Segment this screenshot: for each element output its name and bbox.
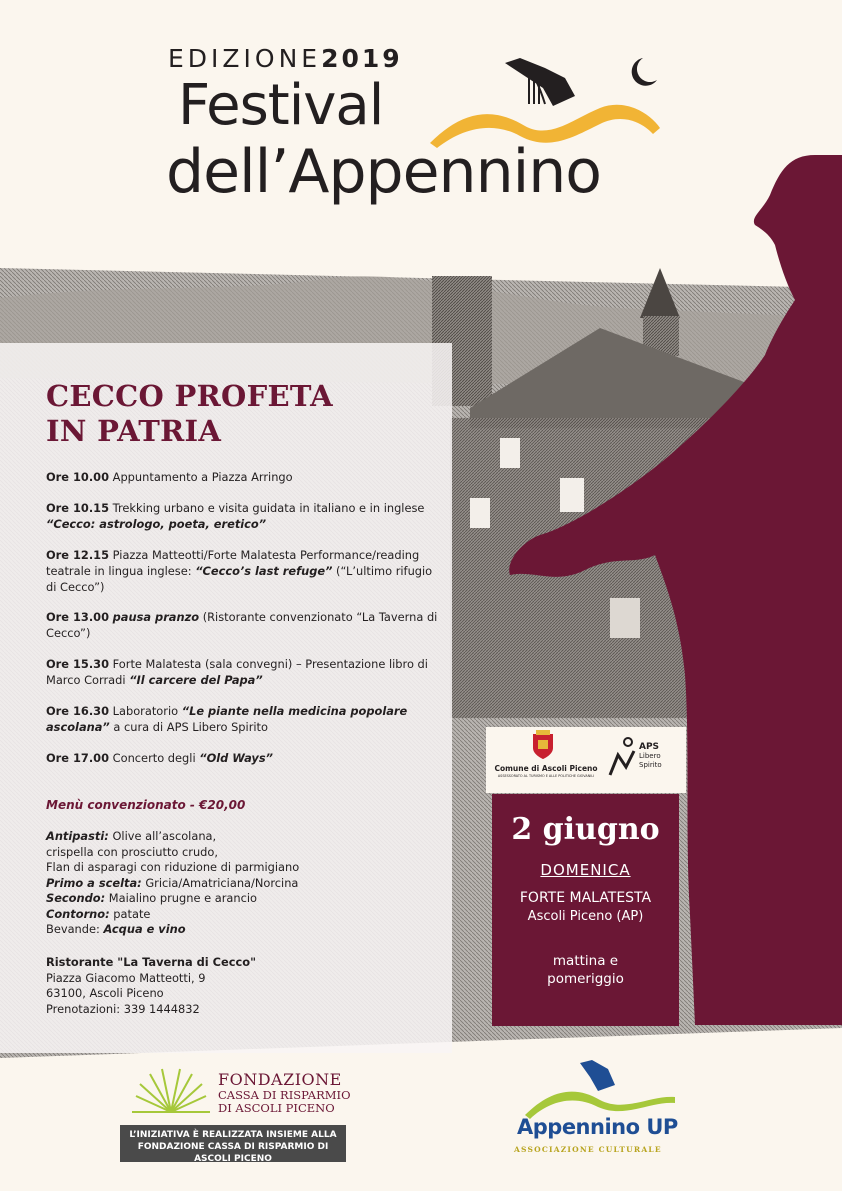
partner-logos bbox=[486, 727, 686, 793]
festival-title-line2: dell’Appennino bbox=[166, 137, 602, 207]
appennino-up-logo-icon bbox=[520, 1055, 680, 1120]
aps-label: APS Libero Spirito bbox=[639, 742, 662, 769]
menu-title: Menù convenzionato - €20,00 bbox=[46, 798, 246, 812]
comune-sublabel: ASSESSORATO AL TURISMO E ALLE POLITICHE GIOVANILI bbox=[497, 774, 595, 778]
menu-list: Antipasti: Olive all’ascolana, crispella con prosciutto crudo, Flan di asparagi con riduzione di parmigiano Primo a scelta: Gricia/Amatriciana/Norcina Secondo: Maialino prugne e arancio Contorno: patate Bevande: Acqua e vino bbox=[46, 829, 300, 936]
restaurant-info: Ristorante "La Taverna di Cecco" Piazza Giacomo Matteotti, 9 63100, Ascoli Piceno Prenotazioni: 339 1444832 bbox=[46, 955, 257, 1016]
schedule-item: Ore 12.15 Piazza Matteotti/Forte Malatesta Performance/reading teatrale in lingua inglese: “Cecco’s last refuge” (“L’ultimo rifugio di Cecco”) bbox=[46, 548, 433, 594]
event-day: DOMENICA bbox=[540, 861, 631, 879]
schedule-item: Ore 15.30 Forte Malatesta (sala convegni) – Presentazione libro di Marco Corradi “Il carcere del Papa” bbox=[46, 657, 428, 687]
aps-figure-icon bbox=[606, 737, 640, 777]
comune-crest-icon bbox=[531, 730, 555, 760]
event-headline: CECCO PROFETA IN PATRIA bbox=[46, 379, 333, 448]
fondazione-logo-icon bbox=[128, 1066, 214, 1116]
schedule-item: Ore 10.00 Appuntamento a Piazza Arringo bbox=[46, 470, 293, 484]
event-time: mattina e pomeriggio bbox=[547, 953, 624, 987]
schedule-item: Ore 16.30 Laboratorio “Le piante nella medicina popolare ascolana” a cura di APS Libero Spirito bbox=[46, 704, 408, 734]
schedule-item: Ore 17.00 Concerto degli “Old Ways” bbox=[46, 751, 273, 765]
edition-label: EDIZIONE2019 bbox=[168, 44, 403, 73]
schedule-item: Ore 13.00 pausa pranzo (Ristorante convenzionato “La Taverna di Cecco”) bbox=[46, 610, 438, 640]
appennino-up-name: Appennino UP bbox=[517, 1115, 678, 1139]
comune-label: Comune di Ascoli Piceno bbox=[494, 764, 598, 773]
event-date: 2 giugno bbox=[511, 812, 660, 847]
schedule-item: Ore 10.15 Trekking urbano e visita guidata in italiano e in inglese “Cecco: astrologo, poeta, eretico” bbox=[46, 501, 425, 531]
festival-title-line1: Festival bbox=[178, 73, 384, 138]
program-panel bbox=[0, 343, 452, 1053]
date-box bbox=[492, 794, 679, 1026]
fondazione-name: FONDAZIONE CASSA DI RISPARMIO DI ASCOLI PICENO bbox=[218, 1070, 351, 1115]
festival-logo-icon bbox=[425, 48, 665, 158]
event-city: Ascoli Piceno (AP) bbox=[527, 909, 644, 924]
event-place: FORTE MALATESTA bbox=[519, 890, 652, 906]
appennino-up-subtitle: ASSOCIAZIONE CULTURALE bbox=[514, 1145, 662, 1154]
sponsor-banner: L’INIZIATIVA È REALIZZATA INSIEME ALLA FONDAZIONE CASSA DI RISPARMIO DI ASCOLI PICENO bbox=[120, 1125, 346, 1162]
